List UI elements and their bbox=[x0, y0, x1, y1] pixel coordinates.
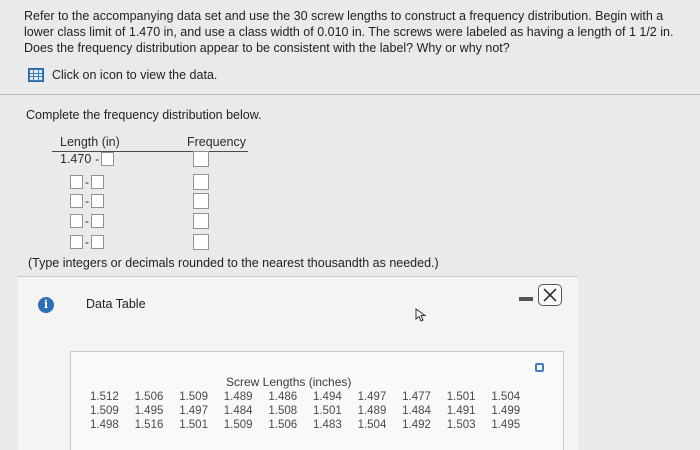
frequency-column-header: Frequency bbox=[186, 135, 246, 149]
data-cell: 1.499 bbox=[491, 405, 521, 417]
freq-instruction: Complete the frequency distribution below. bbox=[26, 108, 262, 122]
class-row-1 bbox=[60, 150, 114, 168]
class-row-5 bbox=[70, 233, 104, 251]
data-cell: 1.498 bbox=[90, 419, 119, 431]
lower-limit-input-2[interactable] bbox=[70, 175, 83, 189]
copy-icon[interactable] bbox=[535, 363, 544, 372]
data-cell: 1.494 bbox=[312, 391, 342, 403]
data-cell: 1.484 bbox=[402, 405, 431, 417]
dash: - bbox=[85, 175, 89, 189]
class-row-4 bbox=[70, 212, 104, 230]
upper-limit-input-2[interactable] bbox=[91, 175, 104, 189]
data-cell: 1.504 bbox=[357, 419, 387, 431]
frequency-cell-3 bbox=[193, 192, 209, 210]
data-row bbox=[90, 390, 536, 404]
data-cell: 1.508 bbox=[268, 405, 298, 417]
question-text bbox=[24, 8, 696, 56]
data-cell: 1.512 bbox=[90, 391, 119, 403]
question-paragraph: Refer to the accompanying data set and use the 30 screw lengths to construct a frequency distribution. Begin with a lower class limit of 1.470 in, and use a class width of 0.010 in. The screws were labeled as having a length of 1 1/2 in. Does the frequency distribution appear to be consistent with the label? Why or why not? bbox=[24, 9, 674, 55]
lower-limit-input-5[interactable] bbox=[70, 235, 83, 249]
data-cell: 1.489 bbox=[357, 405, 387, 417]
screw-length-values bbox=[90, 390, 536, 432]
data-caption: Screw Lengths (inches) bbox=[226, 375, 352, 389]
data-cell: 1.504 bbox=[491, 391, 521, 403]
data-cell: 1.489 bbox=[223, 391, 253, 403]
data-cell: 1.503 bbox=[446, 419, 476, 431]
data-row bbox=[90, 404, 536, 418]
data-cell: 1.506 bbox=[134, 391, 164, 403]
info-icon: i bbox=[38, 297, 54, 313]
upper-limit-input-3[interactable] bbox=[91, 194, 104, 208]
upper-limit-input-4[interactable] bbox=[91, 214, 104, 228]
upper-limit-input-5[interactable] bbox=[91, 235, 104, 249]
length-column-header: Length (in) bbox=[60, 135, 120, 149]
data-cell: 1.497 bbox=[179, 405, 208, 417]
dash: - bbox=[85, 194, 89, 208]
frequency-input-1[interactable] bbox=[193, 151, 209, 167]
frequency-cell-2 bbox=[193, 173, 209, 191]
data-cell: 1.506 bbox=[268, 419, 298, 431]
data-grid-icon[interactable] bbox=[28, 68, 44, 82]
frequency-cell-5 bbox=[193, 233, 209, 251]
frequency-input-3[interactable] bbox=[193, 193, 209, 209]
mouse-pointer-icon bbox=[415, 308, 427, 322]
data-cell: 1.483 bbox=[312, 419, 342, 431]
minimize-button[interactable] bbox=[519, 297, 533, 301]
data-cell: 1.492 bbox=[402, 419, 431, 431]
frequency-cell-1 bbox=[193, 150, 209, 168]
data-cell: 1.491 bbox=[446, 405, 476, 417]
data-cell: 1.501 bbox=[312, 405, 342, 417]
data-cell: 1.477 bbox=[402, 391, 431, 403]
data-cell: 1.495 bbox=[134, 405, 164, 417]
data-cell: 1.516 bbox=[134, 419, 164, 431]
data-cell: 1.509 bbox=[90, 405, 119, 417]
data-cell: 1.501 bbox=[179, 419, 208, 431]
data-cell: 1.495 bbox=[491, 419, 521, 431]
data-row bbox=[90, 418, 536, 432]
frequency-input-2[interactable] bbox=[193, 174, 209, 190]
data-cell: 1.509 bbox=[179, 391, 208, 403]
class-row-2 bbox=[70, 173, 104, 191]
data-cell: 1.484 bbox=[223, 405, 253, 417]
first-lower-limit: 1.470 bbox=[60, 152, 92, 166]
frequency-table-header bbox=[52, 135, 252, 149]
frequency-input-5[interactable] bbox=[193, 234, 209, 250]
dash: - bbox=[95, 152, 100, 166]
dash: - bbox=[85, 214, 89, 228]
lower-limit-input-3[interactable] bbox=[70, 194, 83, 208]
data-cell: 1.497 bbox=[357, 391, 387, 403]
section-divider bbox=[0, 94, 700, 95]
dash: - bbox=[85, 235, 89, 249]
frequency-input-4[interactable] bbox=[193, 213, 209, 229]
lower-limit-input-4[interactable] bbox=[70, 214, 83, 228]
data-cell: 1.486 bbox=[268, 391, 298, 403]
close-button[interactable] bbox=[538, 284, 562, 306]
view-data-link[interactable] bbox=[28, 68, 217, 82]
rounding-hint: (Type integers or decimals rounded to the nearest thousandth as needed.) bbox=[28, 256, 439, 270]
close-icon[interactable] bbox=[542, 287, 558, 303]
data-cell: 1.509 bbox=[223, 419, 253, 431]
frequency-cell-4 bbox=[193, 212, 209, 230]
upper-limit-input-1[interactable] bbox=[101, 152, 114, 166]
view-data-label[interactable]: Click on icon to view the data. bbox=[52, 68, 218, 82]
class-row-3 bbox=[70, 192, 104, 210]
data-cell: 1.501 bbox=[446, 391, 476, 403]
data-table-title: Data Table bbox=[86, 297, 146, 311]
